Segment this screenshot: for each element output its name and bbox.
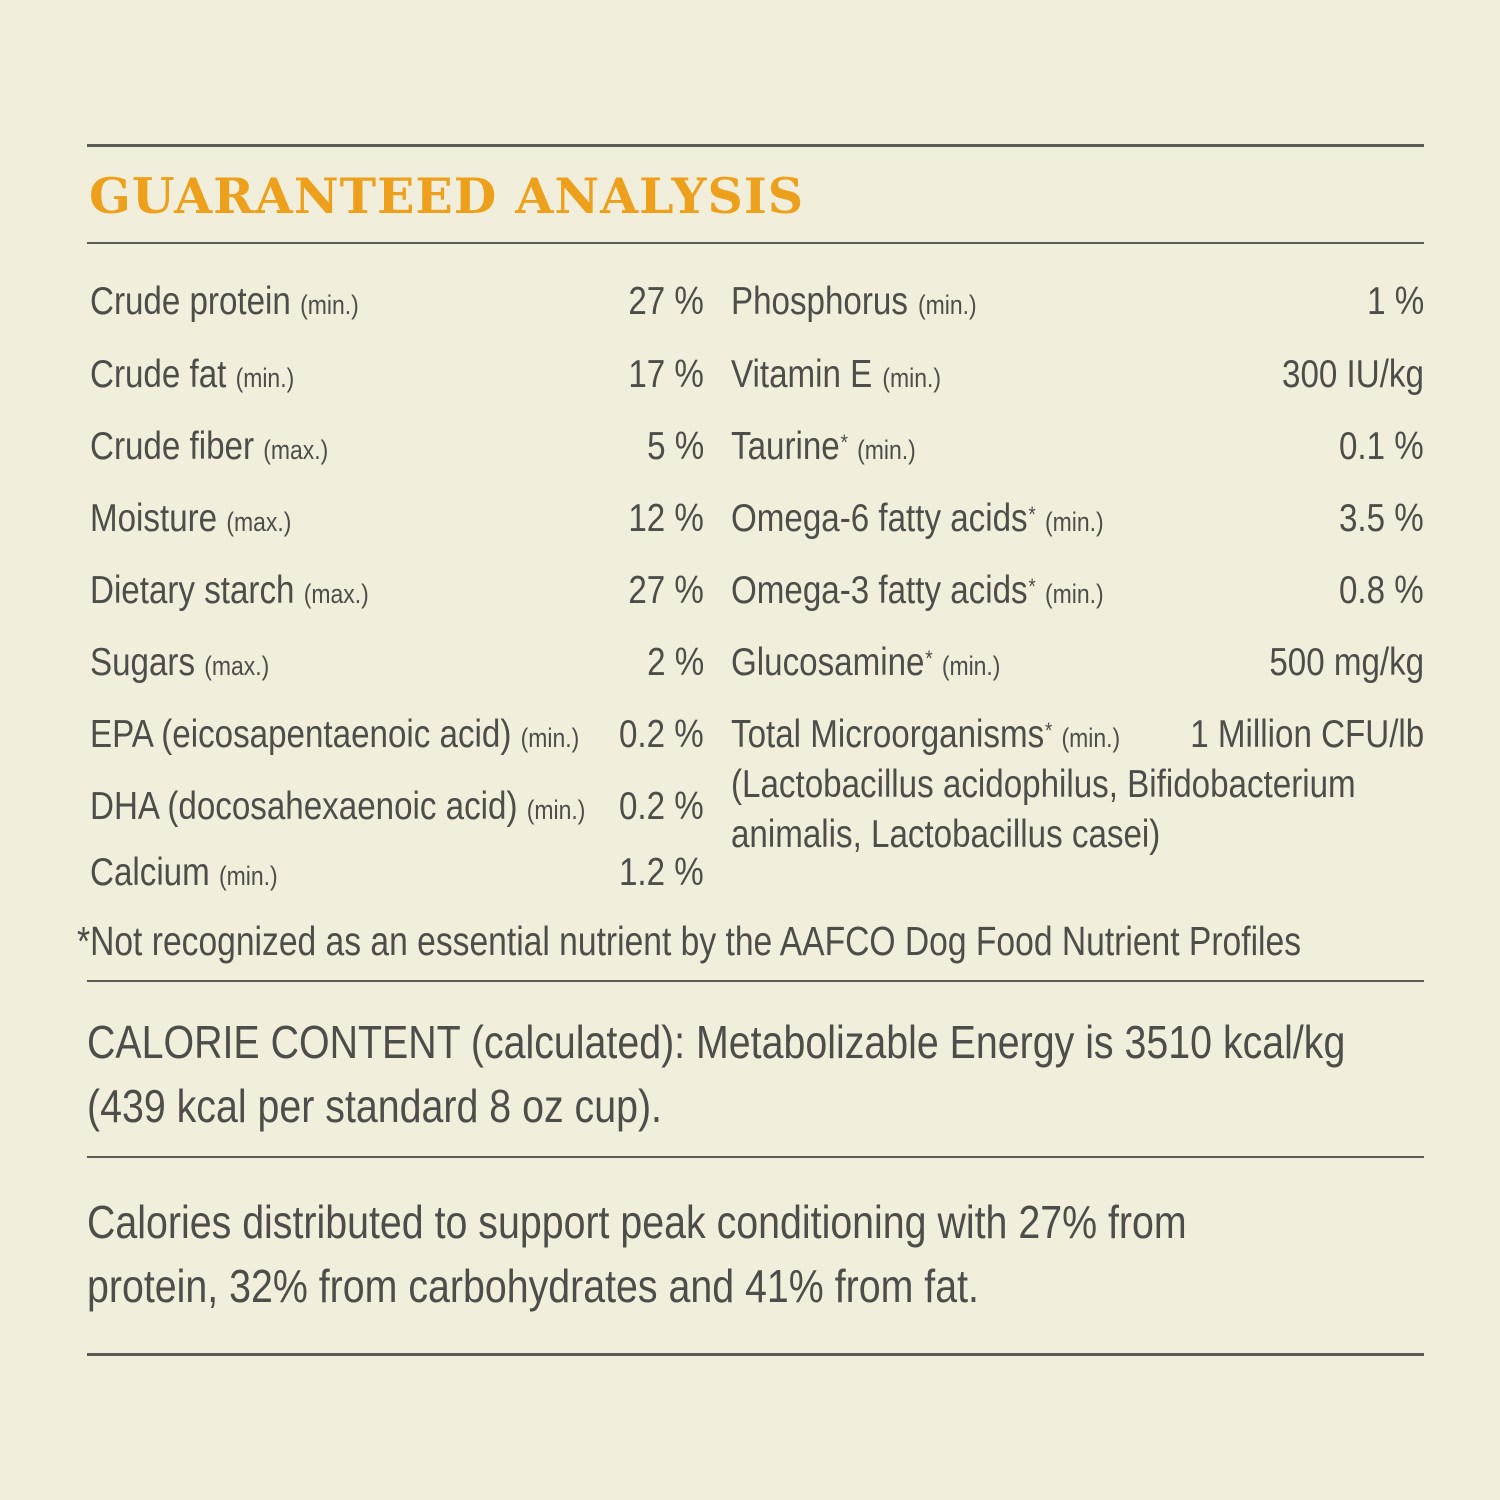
calorie-content-line: (439 kcal per standard 8 oz cup). <box>87 1080 662 1132</box>
nutrient-name: Taurine <box>731 425 840 468</box>
nutrient-value: 3.5 % <box>1339 497 1424 540</box>
nutrient-qualifier: (min.) <box>235 363 295 393</box>
nutrient-name: DHA (docosahexaenoic acid) <box>90 785 518 828</box>
nutrient-qualifier: (max.) <box>303 579 369 609</box>
footnote: *Not recognized as an essential nutrient by the AAFCO Dog Food Nutrient Profiles <box>77 918 1302 964</box>
nutrient-qualifier: (min.) <box>300 290 359 320</box>
nutrient-qualifier: (min.) <box>1061 723 1121 753</box>
nutrient-label <box>90 633 269 696</box>
nutrient-qualifier: (min.) <box>1044 579 1104 609</box>
nutrient-value: 0.8 % <box>1339 569 1424 612</box>
nutrient-name: Moisture <box>90 497 218 540</box>
nutrient-name: Crude protein <box>90 280 291 323</box>
nutrient-label <box>90 843 278 906</box>
calorie-distribution-line: Calories distributed to support peak conditioning with 27% from <box>87 1196 1187 1248</box>
microorganisms-note <box>731 760 1356 860</box>
nutrient-row <box>90 272 704 332</box>
nutrient-name: Dietary starch <box>90 569 295 612</box>
nutrient-row <box>731 272 1424 332</box>
nutrient-value: 1 % <box>1366 280 1424 323</box>
nutrient-row <box>731 633 1424 693</box>
nutrient-label <box>731 489 1104 552</box>
nutrient-row <box>90 777 704 837</box>
calorie-content-line: CALORIE CONTENT (calculated): Metabolizable Energy is 3510 kcal/kg <box>87 1016 1346 1068</box>
nutrient-label <box>90 777 585 840</box>
nutrient-qualifier: (max.) <box>204 651 270 681</box>
nutrient-name: Vitamin E <box>731 353 873 396</box>
nutrient-label <box>731 345 941 408</box>
nutrient-row <box>731 561 1424 621</box>
nutrient-value: 1 Million CFU/lb <box>1190 713 1424 756</box>
footnote-marker: * <box>1028 502 1036 527</box>
footnote-marker: * <box>925 646 933 671</box>
nutrient-label <box>731 417 916 480</box>
nutrient-label <box>731 272 977 335</box>
nutrient-row <box>731 705 1424 765</box>
nutrient-value: 0.1 % <box>1339 425 1424 468</box>
nutrient-label <box>90 345 294 408</box>
nutrient-name: Omega-3 fatty acids <box>731 569 1028 612</box>
footnote-marker: * <box>1028 574 1036 599</box>
nutrient-row <box>90 417 704 477</box>
nutrient-value: 300 IU/kg <box>1282 353 1424 396</box>
nutrient-value: 1.2 % <box>619 851 704 894</box>
bottom-rule <box>87 1353 1424 1356</box>
top-rule <box>87 144 1424 147</box>
nutrient-name: Total Microorganisms <box>731 713 1045 756</box>
nutrient-qualifier: (max.) <box>263 435 329 465</box>
nutrient-value: 27 % <box>628 280 704 323</box>
section-title: GUARANTEED ANALYSIS <box>89 167 805 225</box>
footnote-marker: * <box>840 430 848 455</box>
nutrient-label <box>731 633 1000 696</box>
nutrient-row <box>90 489 704 549</box>
nutrient-label <box>731 705 1120 768</box>
nutrient-label <box>90 272 359 335</box>
nutrient-row <box>90 843 704 903</box>
nutrient-qualifier: (min.) <box>218 861 278 891</box>
nutrient-qualifier: (min.) <box>520 723 580 753</box>
nutrient-name: Sugars <box>90 641 196 684</box>
nutrient-name: Glucosamine <box>731 641 925 684</box>
nutrient-value: 5 % <box>646 425 704 468</box>
nutrient-row <box>731 417 1424 477</box>
microorganisms-line: animalis, Lactobacillus casei) <box>731 813 1161 856</box>
calorie-rule <box>87 1156 1424 1158</box>
nutrient-value: 27 % <box>628 569 704 612</box>
nutrient-label <box>90 417 328 480</box>
calorie-content <box>87 1010 1345 1138</box>
nutrient-qualifier: (min.) <box>882 363 941 393</box>
nutrient-label <box>90 489 291 552</box>
nutrient-name: Phosphorus <box>731 280 908 323</box>
nutrient-qualifier: (max.) <box>226 507 292 537</box>
nutrient-qualifier: (min.) <box>1044 507 1104 537</box>
nutrient-value: 500 mg/kg <box>1269 641 1424 684</box>
nutrient-row <box>90 705 704 765</box>
title-rule <box>87 242 1424 244</box>
nutrient-name: Omega-6 fatty acids <box>731 497 1028 540</box>
nutrient-label <box>90 561 369 624</box>
nutrient-label <box>90 705 579 768</box>
nutrient-value: 17 % <box>628 353 704 396</box>
nutrient-qualifier: (min.) <box>917 290 977 320</box>
footnote-marker: * <box>1045 718 1053 743</box>
footnote-rule <box>87 980 1424 982</box>
nutrient-qualifier: (min.) <box>857 435 916 465</box>
nutrient-label <box>731 561 1104 624</box>
nutrient-name: Calcium <box>90 851 210 894</box>
nutrient-value: 0.2 % <box>619 713 704 756</box>
nutrient-row <box>731 345 1424 405</box>
nutrient-value: 2 % <box>646 641 704 684</box>
nutrient-qualifier: (min.) <box>941 651 1001 681</box>
nutrient-row <box>90 633 704 693</box>
nutrient-name: Crude fiber <box>90 425 254 468</box>
microorganisms-line: (Lactobacillus acidophilus, Bifidobacterium <box>731 763 1356 806</box>
nutrient-row <box>90 345 704 405</box>
nutrient-name: EPA (eicosapentaenoic acid) <box>90 713 512 756</box>
nutrient-row <box>731 489 1424 549</box>
calorie-distribution <box>87 1190 1187 1318</box>
nutrient-qualifier: (min.) <box>526 795 586 825</box>
nutrient-name: Crude fat <box>90 353 227 396</box>
nutrient-row <box>90 561 704 621</box>
calorie-distribution-line: protein, 32% from carbohydrates and 41% from fat. <box>87 1260 979 1312</box>
nutrient-value: 0.2 % <box>619 785 704 828</box>
nutrient-value: 12 % <box>628 497 704 540</box>
